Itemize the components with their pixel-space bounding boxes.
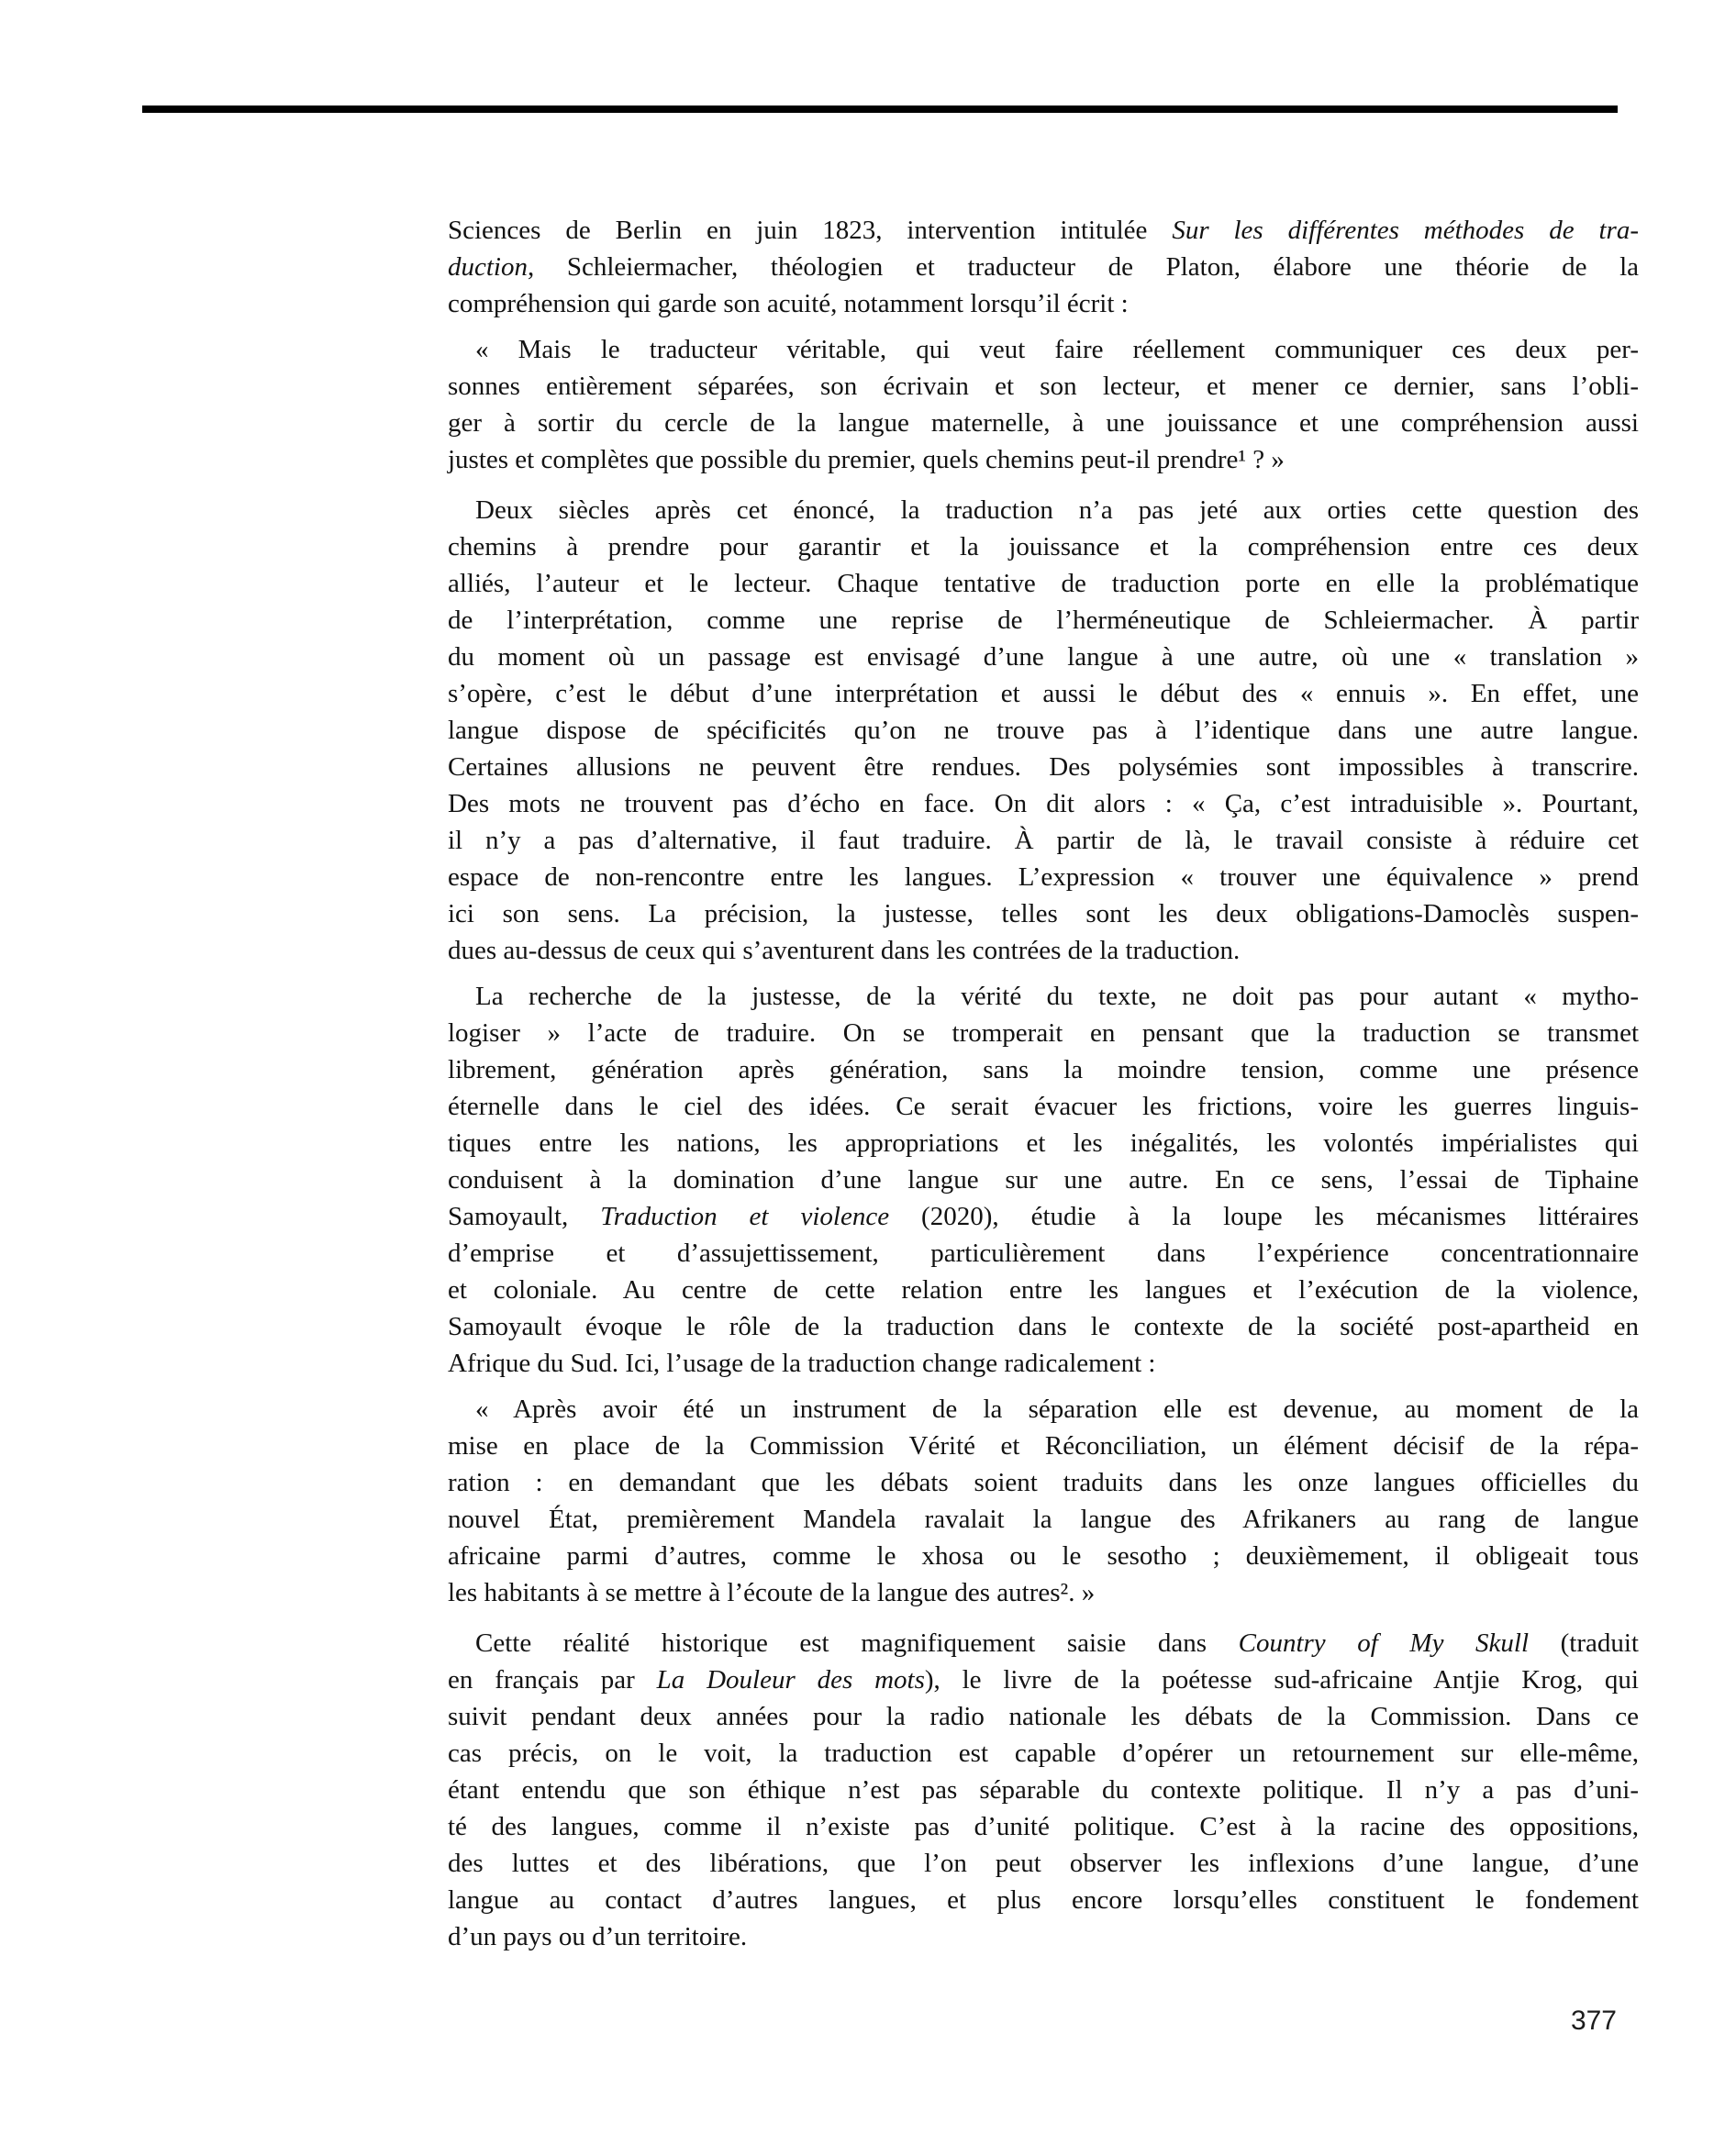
text-line xyxy=(448,675,1639,712)
text-segment: compréhension qui garde son acuité, notamment lorsqu’il écrit : xyxy=(448,289,1129,318)
text-segment: La recherche de la justesse, de la vérité du texte, ne doit pas pour autant « mytho- xyxy=(475,982,1639,1011)
text-segment: cas précis, on le voit, la traduction est capable d’opérer un retournement sur elle-même, xyxy=(448,1739,1639,1768)
text-segment: (traduit xyxy=(1529,1628,1639,1658)
text-line xyxy=(448,405,1639,441)
page-number: 377 xyxy=(1570,2006,1617,2036)
text-segment: justes et complètes que possible du premier, quels chemins peut-il prendre¹ ? » xyxy=(448,445,1285,474)
text-segment: Samoyault, xyxy=(448,1202,601,1231)
text-segment: Sciences de Berlin en juin 1823, intervention intitulée xyxy=(448,216,1173,245)
text-line xyxy=(448,1845,1639,1882)
text-segment: tiques entre les nations, les appropriations et les inégalités, les volontés impérialistes qui xyxy=(448,1128,1639,1158)
text-line xyxy=(448,602,1639,639)
text-line xyxy=(448,749,1639,785)
text-segment: étant entendu que son éthique n’est pas séparable du contexte politique. Il n’y a pas d’uni- xyxy=(448,1775,1639,1805)
text-line xyxy=(448,1391,1639,1428)
italic-text-segment: La Douleur des mots xyxy=(656,1665,925,1695)
text-segment: Samoyault évoque le rôle de la traduction dans le contexte de la société post-apartheid en xyxy=(448,1312,1639,1341)
text-line xyxy=(448,785,1639,822)
text-segment: mise en place de la Commission Vérité et Réconciliation, un élément décisif de la répa- xyxy=(448,1431,1639,1461)
text-line xyxy=(448,1428,1639,1464)
text-segment: Cette réalité historique est magnifiquement saisie dans xyxy=(475,1628,1239,1658)
text-segment: Certaines allusions ne peuvent être rendues. Des polysémies sont impossibles à transcrire. xyxy=(448,752,1639,782)
text-segment: en français par xyxy=(448,1665,657,1695)
italic-text-segment: duction xyxy=(448,252,528,282)
text-line xyxy=(448,1574,1639,1611)
text-line xyxy=(448,1015,1639,1051)
text-line xyxy=(448,1088,1639,1125)
text-segment: chemins à prendre pour garantir et la jouissance et la compréhension entre ces deux xyxy=(448,532,1639,561)
text-line xyxy=(448,822,1639,859)
text-line xyxy=(448,1125,1639,1161)
text-segment: Des mots ne trouvent pas d’écho en face. On dit alors : « Ça, c’est intraduisible ». Pourtant, xyxy=(448,789,1639,818)
text-segment: té des langues, comme il n’existe pas d’unité politique. C’est à la racine des oppositions, xyxy=(448,1812,1639,1841)
text-line xyxy=(448,932,1639,969)
text-segment: suivit pendant deux années pour la radio nationale les débats de la Commission. Dans ce xyxy=(448,1702,1639,1731)
blockquote-samoyault xyxy=(448,1391,1639,1611)
text-segment: conduisent à la domination d’une langue sur une autre. En ce sens, l’essai de Tiphaine xyxy=(448,1165,1639,1195)
text-segment: « Mais le traducteur véritable, qui veut faire réellement communiquer ces deux per- xyxy=(475,335,1639,364)
text-line xyxy=(448,1808,1639,1845)
text-segment: logiser » l’acte de traduire. On se tromperait en pensant que la traduction se transmet xyxy=(448,1018,1639,1048)
italic-text-segment: Country of My Skull xyxy=(1238,1628,1530,1658)
text-line xyxy=(448,1735,1639,1772)
text-segment: alliés, l’auteur et le lecteur. Chaque tentative de traduction porte en elle la problématique xyxy=(448,569,1639,598)
text-line xyxy=(448,1882,1639,1918)
text-segment: s’opère, c’est le début d’une interprétation et aussi le début des « ennuis ». En effet, une xyxy=(448,679,1639,708)
text-line xyxy=(448,1051,1639,1088)
text-segment: ger à sortir du cercle de la langue maternelle, à une jouissance et une compréhension aussi xyxy=(448,408,1639,438)
text-line xyxy=(448,1464,1639,1501)
text-line xyxy=(448,528,1639,565)
text-segment: sonnes entièrement séparées, son écrivain et son lecteur, et mener ce dernier, sans l’obli- xyxy=(448,372,1639,401)
text-segment: d’un pays ou d’un territoire. xyxy=(448,1922,748,1951)
text-line xyxy=(448,1272,1639,1308)
text-segment: ration : en demandant que les débats soient traduits dans les onze langues officielles du xyxy=(448,1468,1639,1497)
text-segment: Afrique du Sud. Ici, l’usage de la traduction change radicalement : xyxy=(448,1349,1156,1378)
italic-text-segment: Sur les différentes méthodes de tra- xyxy=(1172,216,1639,245)
text-segment: de l’interprétation, comme une reprise de l’herméneutique de Schleiermacher. À partir xyxy=(448,606,1639,635)
text-line xyxy=(448,1625,1639,1661)
text-segment: éternelle dans le ciel des idées. Ce serait évacuer les frictions, voire les guerres linguis- xyxy=(448,1092,1639,1121)
text-line xyxy=(448,1345,1639,1382)
text-segment: ), le livre de la poétesse sud-africaine Antjie Krog, qui xyxy=(924,1665,1639,1695)
text-line xyxy=(448,492,1639,528)
top-rule xyxy=(142,106,1618,113)
text-segment: nouvel État, premièrement Mandela ravalait la langue des Afrikaners au rang de langue xyxy=(448,1505,1639,1534)
text-segment: il n’y a pas d’alternative, il faut traduire. À partir de là, le travail consiste à réduire cet xyxy=(448,826,1639,855)
paragraph-deux-siecles xyxy=(448,492,1639,969)
text-line xyxy=(448,1235,1639,1272)
text-line xyxy=(448,368,1639,405)
text-segment: langue au contact d’autres langues, et plus encore lorsqu’elles constituent le fondement xyxy=(448,1885,1639,1915)
text-line xyxy=(448,331,1639,368)
text-line xyxy=(448,212,1639,249)
text-segment: , Schleiermacher, théologien et traducteur de Platon, élabore une théorie de la xyxy=(528,252,1639,282)
text-column xyxy=(448,212,1639,1964)
text-line xyxy=(448,1538,1639,1574)
text-segment: les habitants à se mettre à l’écoute de la langue des autres². » xyxy=(448,1578,1096,1607)
text-line xyxy=(448,565,1639,602)
text-line xyxy=(448,895,1639,932)
paragraph-cette-realite xyxy=(448,1625,1639,1955)
text-line xyxy=(448,1501,1639,1538)
text-segment: « Après avoir été un instrument de la séparation elle est devenue, au moment de la xyxy=(475,1395,1639,1424)
text-segment: langue dispose de spécificités qu’on ne trouve pas à l’identique dans une autre langue. xyxy=(448,716,1639,745)
text-line xyxy=(448,1198,1639,1235)
text-line xyxy=(448,1772,1639,1808)
text-segment: Deux siècles après cet énoncé, la traduction n’a pas jeté aux orties cette question des xyxy=(475,495,1639,525)
text-segment: du moment où un passage est envisagé d’une langue à une autre, où une « translation » xyxy=(448,642,1639,672)
text-segment: (2020), étudie à la loupe les mécanismes littéraires xyxy=(889,1202,1639,1231)
text-line xyxy=(448,1161,1639,1198)
text-line xyxy=(448,285,1639,322)
text-line xyxy=(448,712,1639,749)
text-segment: des luttes et des libérations, que l’on peut observer les inflexions d’une langue, d’une xyxy=(448,1849,1639,1878)
text-segment: et coloniale. Au centre de cette relation entre les langues et l’exécution de la violence, xyxy=(448,1275,1639,1305)
text-line xyxy=(448,441,1639,478)
text-line xyxy=(448,1661,1639,1698)
paragraph-intro xyxy=(448,212,1639,322)
text-segment: espace de non-rencontre entre les langues. L’expression « trouver une équivalence » prend xyxy=(448,862,1639,892)
text-line xyxy=(448,639,1639,675)
text-line xyxy=(448,1698,1639,1735)
paragraph-la-recherche xyxy=(448,978,1639,1382)
italic-text-segment: Traduction et violence xyxy=(600,1202,890,1231)
text-segment: dues au-dessus de ceux qui s’aventurent dans les contrées de la traduction. xyxy=(448,936,1241,965)
text-segment: librement, génération après génération, sans la moindre tension, comme une présence xyxy=(448,1055,1639,1084)
text-line xyxy=(448,1308,1639,1345)
text-segment: ici son sens. La précision, la justesse, telles sont les deux obligations-Damoclès suspen- xyxy=(448,899,1639,928)
text-line xyxy=(448,978,1639,1015)
text-line xyxy=(448,859,1639,895)
text-segment: africaine parmi d’autres, comme le xhosa ou le sesotho ; deuxièmement, il obligeait tous xyxy=(448,1541,1639,1571)
text-line xyxy=(448,249,1639,285)
text-segment: d’emprise et d’assujettissement, particulièrement dans l’expérience concentrationnaire xyxy=(448,1239,1639,1268)
blockquote-schleiermacher xyxy=(448,331,1639,478)
text-line xyxy=(448,1918,1639,1955)
